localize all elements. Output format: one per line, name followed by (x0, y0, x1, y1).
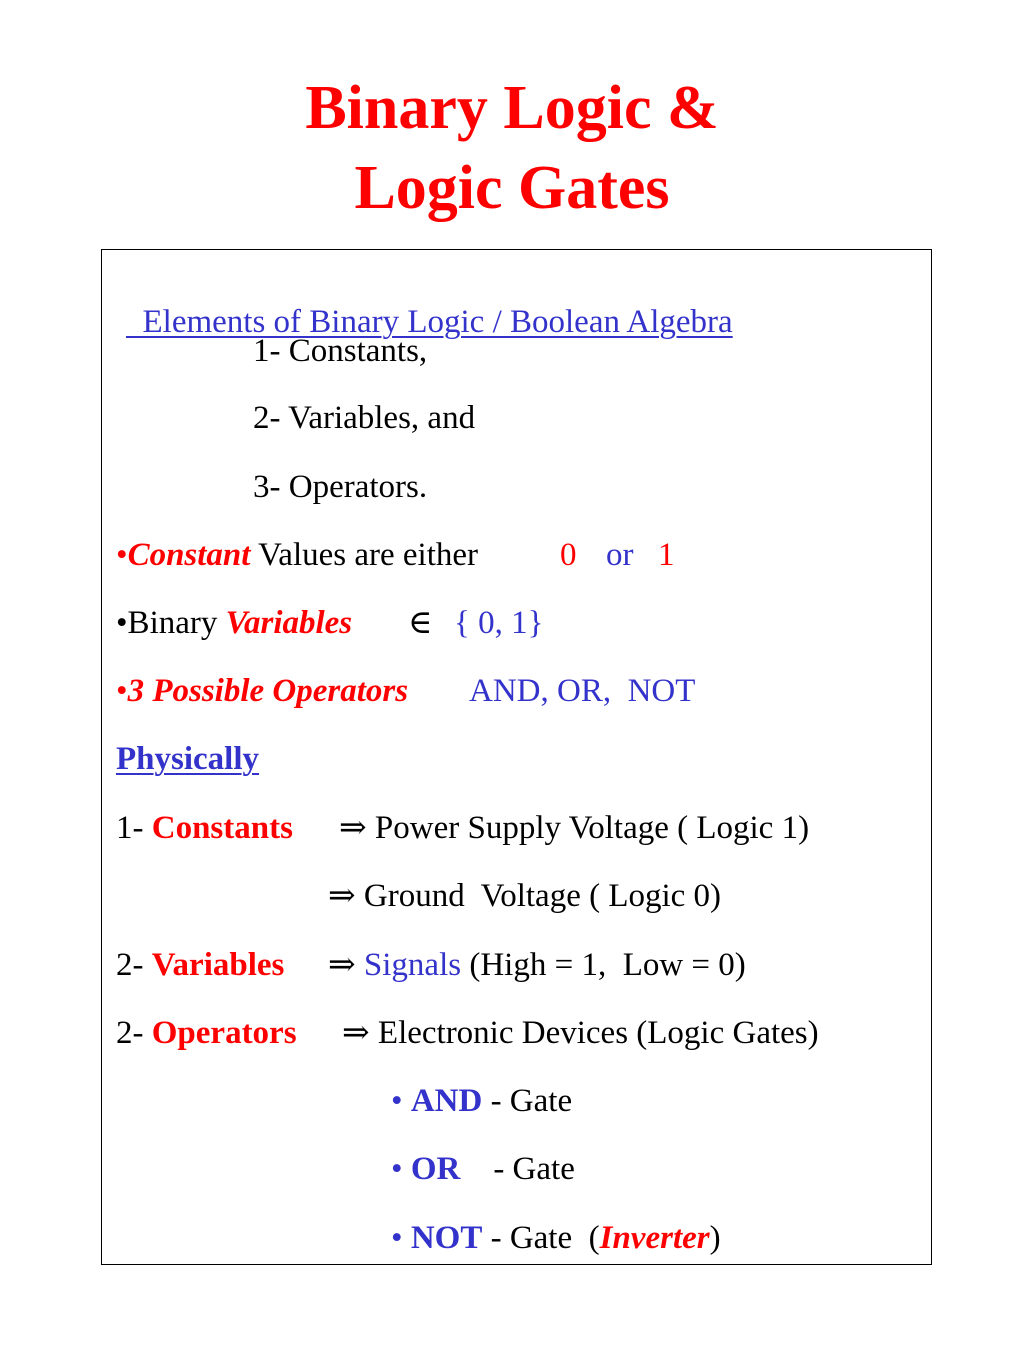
slide-title-line-1: Binary Logic & (305, 74, 719, 142)
constants-description (339, 808, 809, 848)
section-heading (126, 262, 733, 342)
binary-variables-line (116, 603, 352, 643)
gate-suffix: - Gate (460, 1151, 575, 1187)
list-item-variables: 2- Variables, and (253, 400, 476, 436)
element-of-symbol: ∈ (408, 605, 433, 641)
constant-values-line (116, 535, 486, 575)
bullet: • (116, 673, 128, 709)
slide-title-line-2: Logic Gates (354, 154, 670, 222)
gate-name: NOT (410, 1220, 483, 1256)
variables-term: Variables (225, 605, 353, 641)
binary-prefix: •Binary (116, 605, 226, 641)
operators-row-term: Operators (151, 1015, 297, 1051)
signals-term: Signals (363, 947, 462, 983)
value-one: 1 (658, 537, 675, 573)
slide-title (0, 68, 1024, 228)
constants-text: Power Supply Voltage ( Logic 1) (366, 810, 810, 846)
gate-not (391, 1218, 721, 1258)
operators-row (116, 1013, 297, 1053)
operators-text: Electronic Devices (Logic Gates) (369, 1015, 819, 1051)
implies-arrow-icon: ⇒ (328, 878, 356, 914)
implies-arrow-icon: ⇒ (342, 1015, 370, 1051)
operators-description (342, 1013, 819, 1053)
possible-operators-term: 3 Possible Operators (127, 673, 409, 709)
physically-heading: Physically (116, 741, 260, 777)
variables-description (328, 945, 746, 985)
gate-bullet: • (391, 1083, 411, 1119)
close-paren: ) (709, 1220, 721, 1256)
gate-bullet: • (391, 1220, 411, 1256)
list-item-operators: 3- Operators. (253, 469, 428, 505)
gate-suffix: - Gate (482, 1083, 573, 1119)
constants-row (116, 808, 293, 848)
variables-row (116, 945, 284, 985)
row-number: 1- (116, 810, 152, 846)
row-number: 2- (116, 1015, 152, 1051)
ground-text: Ground Voltage ( Logic 0) (355, 878, 722, 914)
section-heading-text: Elements of Binary Logic / Boolean Algebra (142, 304, 733, 340)
gate-or (391, 1149, 575, 1189)
signals-text: (High = 1, Low = 0) (461, 947, 746, 983)
implies-arrow-icon: ⇒ (339, 810, 367, 846)
constant-term: Constant (127, 537, 251, 573)
binary-set: { 0, 1} (454, 605, 544, 641)
bullet: • (116, 537, 128, 573)
inverter-term: Inverter (599, 1220, 710, 1256)
ground-row (328, 876, 721, 916)
value-or: or (606, 537, 634, 573)
gate-name: AND (410, 1083, 483, 1119)
value-zero: 0 (560, 537, 577, 573)
gate-suffix: - Gate ( (482, 1220, 600, 1256)
implies-arrow-icon: ⇒ (328, 947, 356, 983)
constants-term: Constants (151, 810, 293, 846)
possible-operators-line (116, 671, 408, 711)
constant-text: Values are either (250, 537, 487, 573)
operators-list: AND, OR, NOT (469, 673, 696, 709)
gate-bullet: • (391, 1151, 411, 1187)
list-item-constants: 1- Constants, (253, 333, 428, 369)
variables-row-term: Variables (151, 947, 285, 983)
gate-and (391, 1081, 572, 1121)
row-number: 2- (116, 947, 152, 983)
gate-name: OR (410, 1151, 461, 1187)
